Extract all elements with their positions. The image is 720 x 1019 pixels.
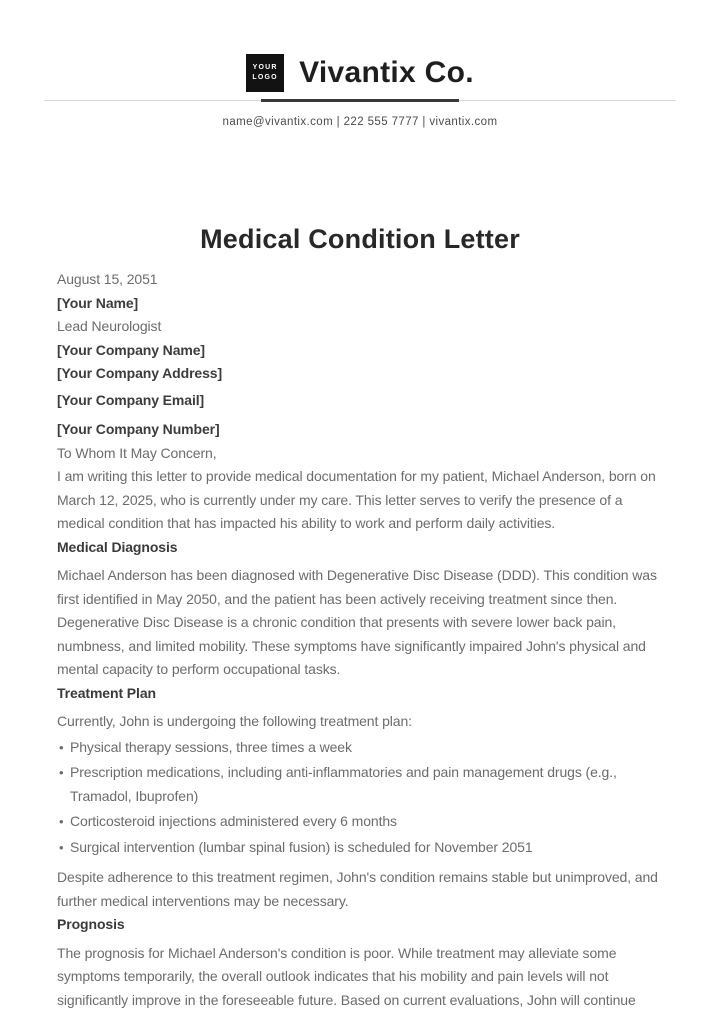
intro-paragraph: I am writing this letter to provide medical documentation for my patient, Michael Anderson, born on March 12, 2025, who is currently under my care. This letter serves to verify the presence of a medical condition that has impacted his ability to work and perform daily activities. [57,468,656,531]
treatment-intro: Currently, John is undergoing the following treatment plan: [57,713,412,729]
treatment-heading: Treatment Plan [57,684,156,701]
letter-body [57,268,667,1012]
company-number-placeholder: [Your Company Number] [57,421,220,437]
treatment-outro: Despite adherence to this treatment regimen, John's condition remains stable but unimproved, and further medical interventions may be necessary. [57,869,658,909]
treatment-bullet-1: • Physical therapy sessions, three times a week [57,736,667,760]
letter-date: August 15, 2051 [57,271,158,287]
company-email-placeholder: [Your Company Email] [57,391,205,408]
logo-text-line1: YOUR [252,63,278,71]
company-name: Vivantix Co. [299,56,474,89]
treatment-bullet-4: • Surgical intervention (lumbar spinal fusion) is scheduled for November 2051 [57,836,667,860]
treatment-bullet-3: • Corticosteroid injections administered every 6 months [57,810,667,834]
salutation: To Whom It May Concern, [57,444,217,461]
document-title: Medical Condition Letter [200,224,520,254]
letterhead [0,0,720,92]
treatment-bullet-2: • Prescription medications, including anti-inflammatories and pain management drugs (e.g., Tramadol, Ibuprofen) [57,761,667,808]
company-address-placeholder: [Your Company Address] [57,365,223,381]
prognosis-heading: Prognosis [57,916,125,932]
diagnosis-heading: Medical Diagnosis [57,538,178,555]
contact-info: name@vivantix.com | 222 555 7777 | vivantix.com [222,116,498,128]
company-logo [246,54,284,92]
company-name-placeholder: [Your Company Name] [57,341,205,358]
diagnosis-paragraph: Michael Anderson has been diagnosed with Degenerative Disc Disease (DDD). This condition was first identified in May 2050, and the patient has been actively receiving treatment since then. Degenerative Disc Disease is a chronic condition that presents with severe lower back pain, numbness, and limited mobility. These symptoms have significantly impaired John's physical and mental capacity to perform occupational tasks. [57,567,657,677]
treatment-bullet-list [57,736,667,860]
letterhead-divider-accent [261,99,459,102]
prognosis-paragraph: The prognosis for Michael Anderson's condition is poor. While treatment may alleviate some symptoms temporarily, the overall outlook indicates that his mobility and pain levels will not significantly improve in the foreseeable future. Based on current evaluations, John will continue [57,944,636,1008]
letterhead-divider [44,100,676,101]
sender-title: Lead Neurologist [57,318,162,334]
sender-name-placeholder: [Your Name] [57,294,139,311]
logo-text-line2: LOGO [252,74,278,81]
